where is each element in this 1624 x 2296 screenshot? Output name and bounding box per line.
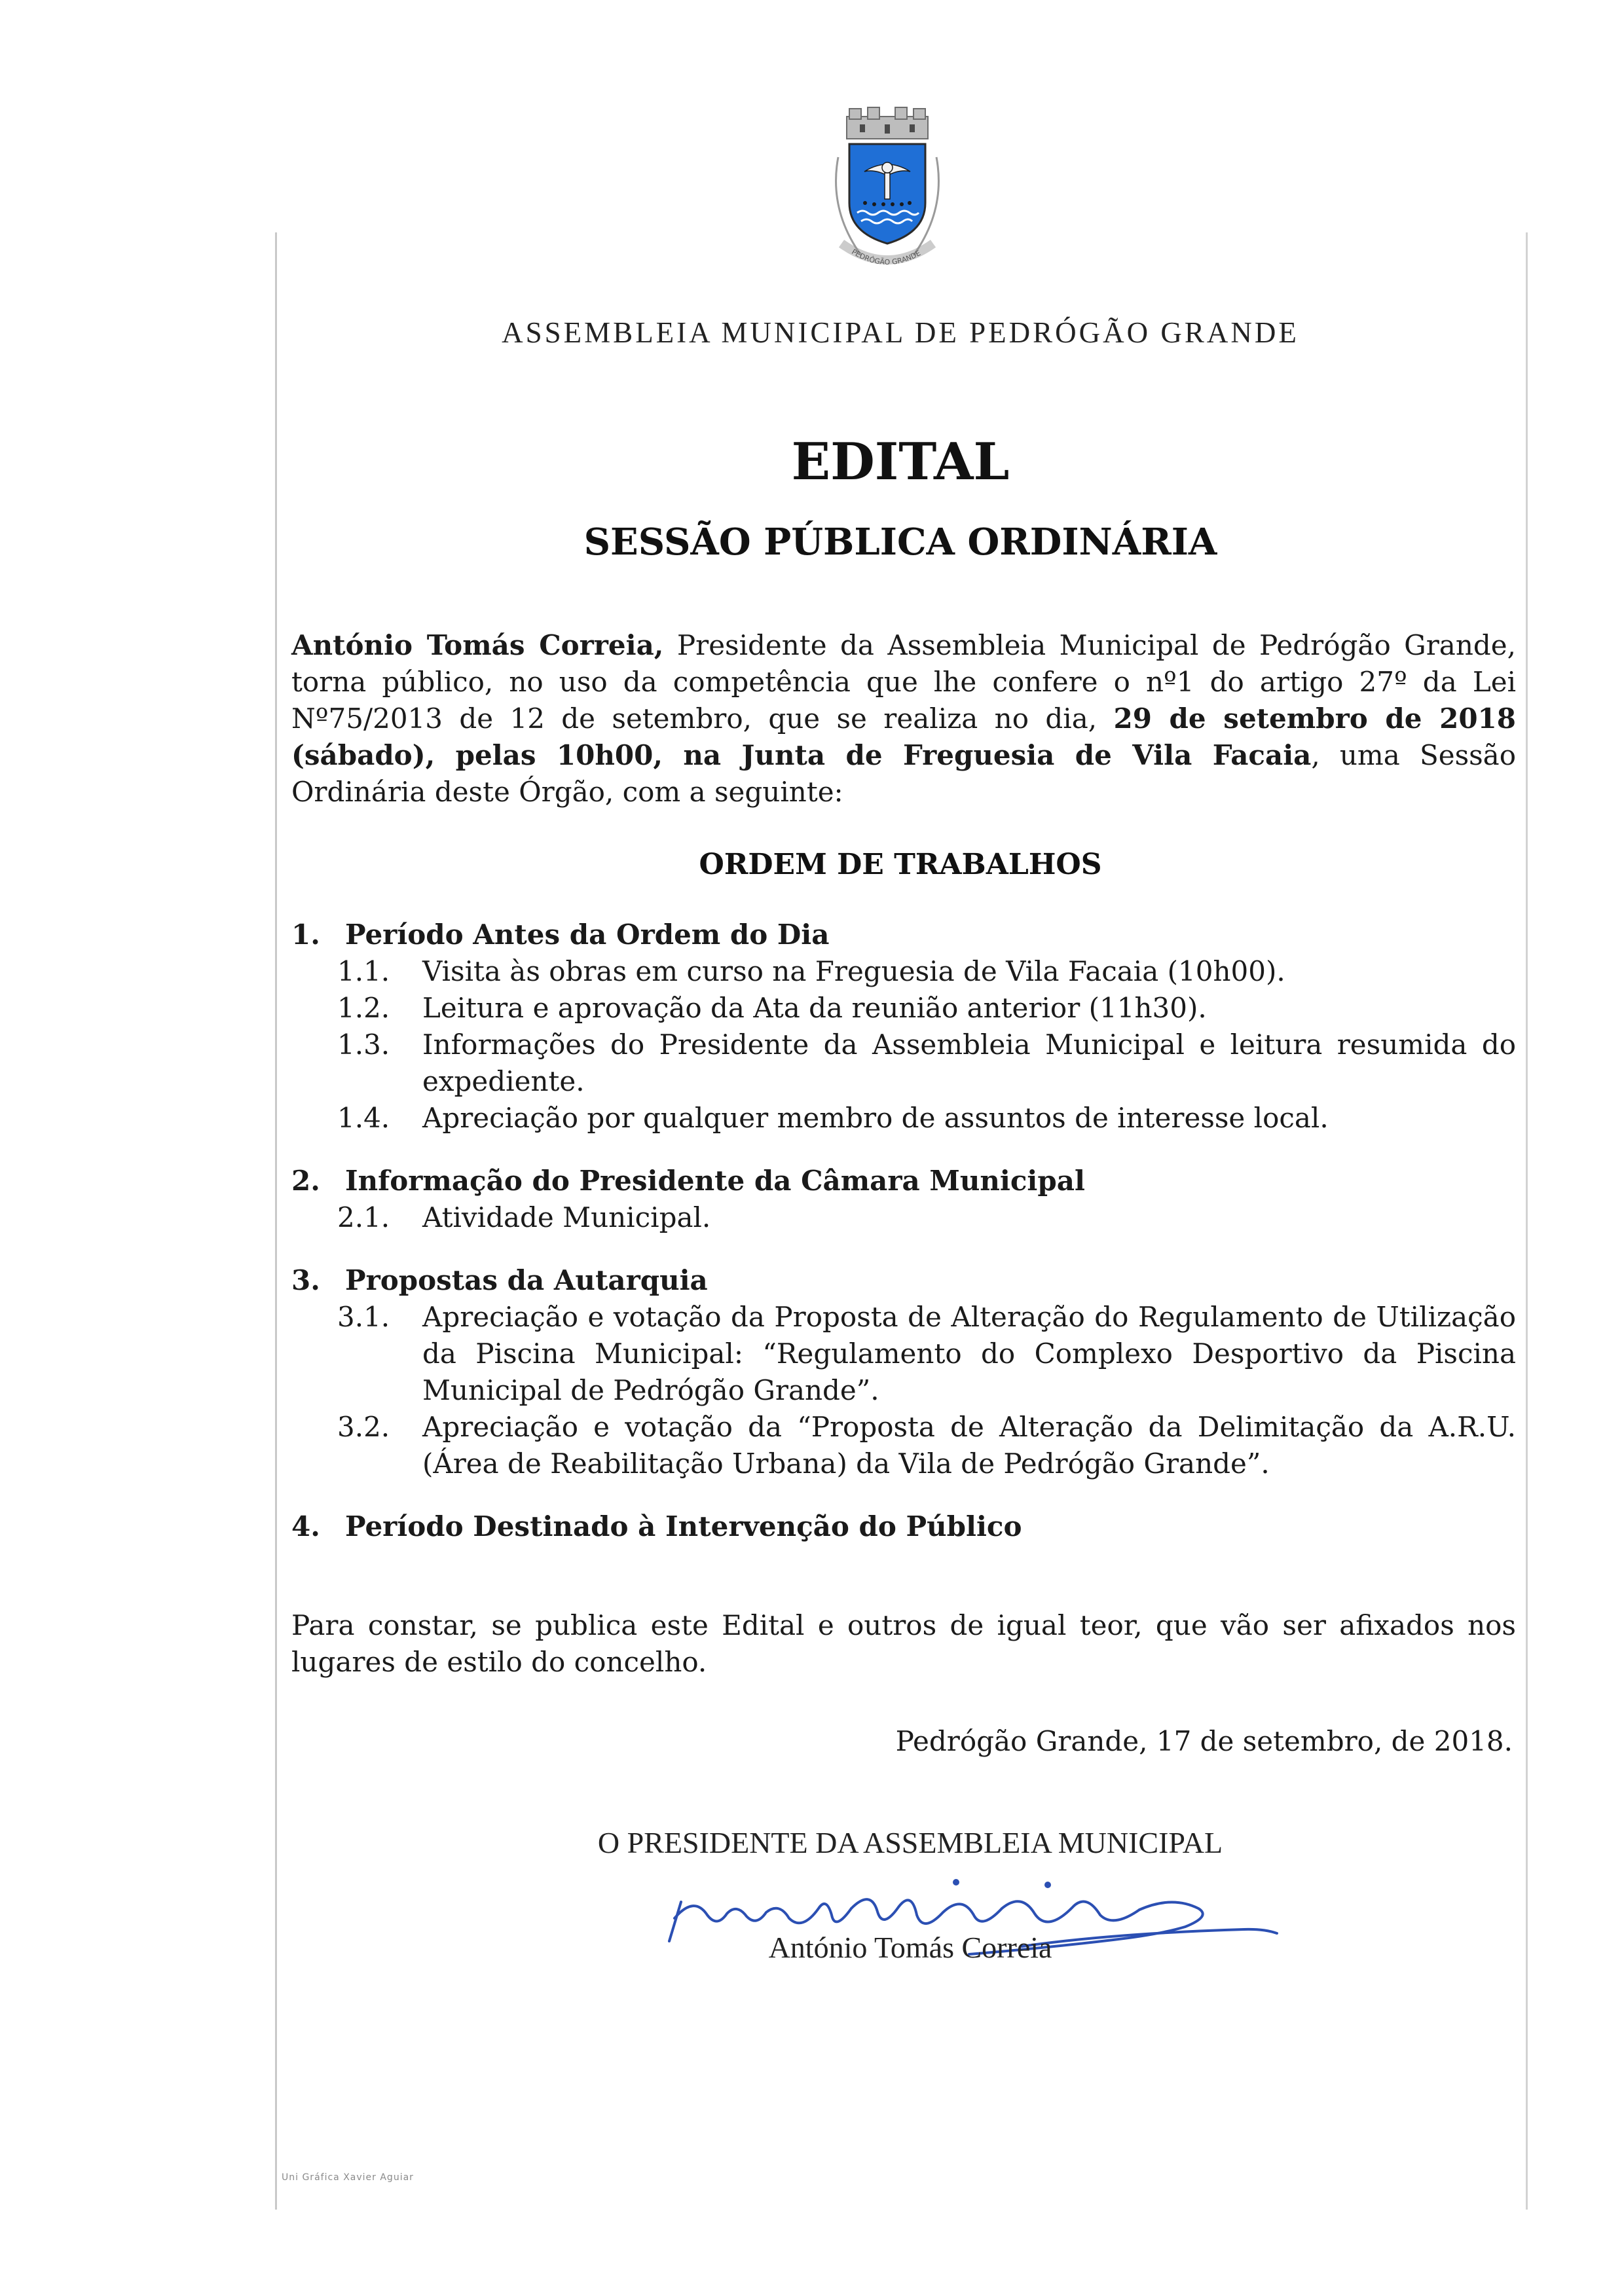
signatory-name: António Tomás Correia <box>768 1931 1052 1964</box>
agenda-item <box>291 953 1516 990</box>
agenda-item <box>291 1100 1516 1137</box>
intro-session-details: 29 de setembro de 2018 (sábado), pelas 10h00, na Junta de Freguesia de Vila Facaia <box>291 702 1517 771</box>
section-number: 3. <box>291 1264 320 1296</box>
agenda-item <box>291 1299 1516 1409</box>
item-text: Leitura e aprovação da Ata da reunião anterior (11h30). <box>422 992 1207 1024</box>
item-text: Apreciação por qualquer membro de assuntos de interesse local. <box>422 1102 1329 1134</box>
page-border-right <box>1526 232 1528 2210</box>
coat-of-arms-icon <box>802 105 972 301</box>
agenda-list <box>291 917 1516 1571</box>
agenda-section <box>291 1262 1516 1482</box>
intro-text-part-1: Presidente da Assembleia Municipal de Pedrógão Grande, torna público, no uso da competência que lhe confere o nº1 do artigo 27º da Lei Nº75/2013 de 12 de setembro, que se realiza no dia, <box>291 629 1516 735</box>
agenda-section <box>291 1508 1516 1545</box>
section-number: 2. <box>291 1165 320 1197</box>
closing-paragraph: Para constar, se publica este Edital e outros de igual teor, que vão ser afixados nos lugares de estilo do concelho. <box>291 1609 1516 1678</box>
item-text: Informações do Presidente da Assembleia Municipal e leitura resumida do expediente. <box>422 1029 1516 1097</box>
agenda-section-title <box>291 1262 1516 1299</box>
item-number: 1.1. <box>337 955 390 987</box>
item-text: Visita às obras em curso na Freguesia de Vila Facaia (10h00). <box>422 955 1285 987</box>
agenda-heading: ORDEM DE TRABALHOS <box>699 848 1102 881</box>
section-number: 4. <box>291 1510 320 1542</box>
item-text: Apreciação e votação da Proposta de Alteração do Regulamento de Utilização da Piscina Municipal: “Regulamento do Complexo Desportivo da Piscina Municipal de Pedrógão Grande”. <box>422 1301 1516 1406</box>
item-number: 1.4. <box>337 1102 390 1134</box>
agenda-item <box>291 990 1516 1027</box>
signatory-role: O PRESIDENTE DA ASSEMBLEIA MUNICIPAL <box>597 1826 1223 1859</box>
item-number: 3.2. <box>337 1411 390 1443</box>
agenda-section <box>291 917 1516 1137</box>
institution-header: ASSEMBLEIA MUNICIPAL DE PEDRÓGÃO GRANDE <box>502 316 1299 349</box>
agenda-section-title <box>291 1508 1516 1545</box>
intro-president-name: António Tomás Correia, <box>291 629 664 661</box>
intro-paragraph <box>291 627 1516 811</box>
document-title: EDITAL <box>791 432 1010 492</box>
section-title-text: Informação do Presidente da Câmara Municipal <box>345 1165 1085 1197</box>
item-number: 1.2. <box>337 992 390 1024</box>
section-title-text: Período Antes da Ordem do Dia <box>345 919 830 951</box>
agenda-item <box>291 1199 1516 1236</box>
intro-text-part-2: , uma Sessão Ordinária deste Órgão, com a seguinte: <box>291 739 1517 808</box>
section-number: 1. <box>291 919 320 951</box>
printer-imprint: Uni Gráfica Xavier Aguiar <box>282 2172 414 2183</box>
document-subtitle: SESSÃO PÚBLICA ORDINÁRIA <box>583 520 1217 564</box>
item-text: Apreciação e votação da “Proposta de Alteração da Delimitação da A.R.U. (Área de Reabilitação Urbana) da Vila de Pedrógão Grande”. <box>422 1411 1516 1480</box>
item-number: 3.1. <box>337 1301 390 1333</box>
agenda-item <box>291 1409 1516 1482</box>
page-border-left <box>275 232 277 2210</box>
item-number: 1.3. <box>337 1029 390 1061</box>
place-and-date: Pedrógão Grande, 17 de setembro, de 2018. <box>895 1725 1513 1757</box>
agenda-section-title <box>291 917 1516 953</box>
agenda-section-title <box>291 1163 1516 1199</box>
agenda-item <box>291 1027 1516 1100</box>
item-number: 2.1. <box>337 1201 390 1233</box>
item-text: Atividade Municipal. <box>422 1201 711 1233</box>
section-title-text: Propostas da Autarquia <box>345 1264 708 1296</box>
section-title-text: Período Destinado à Intervenção do Público <box>345 1510 1022 1542</box>
crest-motto: PEDRÓGÃO GRANDE <box>850 247 923 267</box>
agenda-section <box>291 1163 1516 1236</box>
